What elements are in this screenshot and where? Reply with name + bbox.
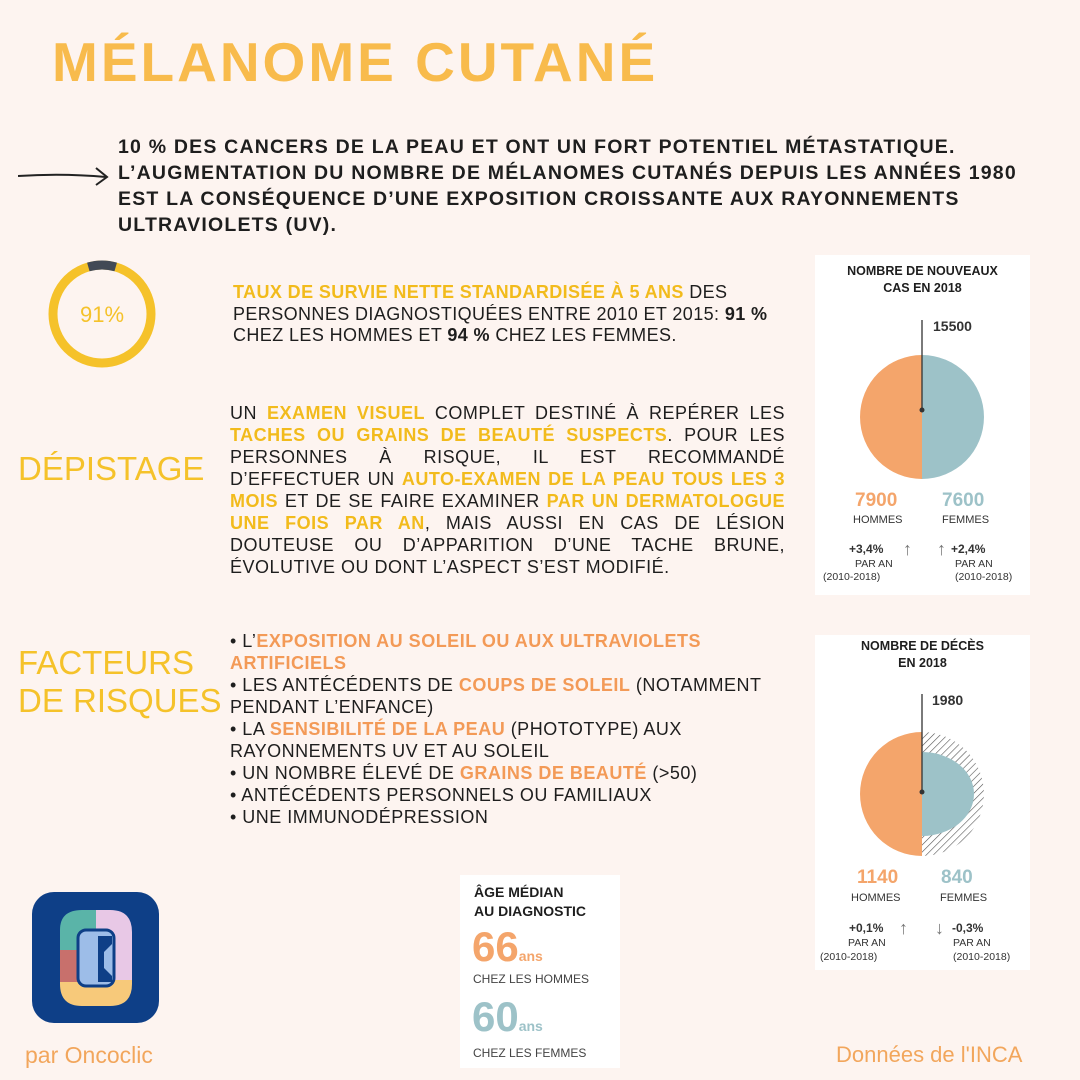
arrow-up-icon: ↑ [899,918,908,938]
age-men [472,923,543,971]
body-text: • UN NOMBRE ÉLEVÉ DE [230,763,460,783]
deaths-pie [815,690,1030,870]
arrow-up-icon: ↑ [937,539,946,559]
body-text: ET DE SE FAIRE EXAMINER [278,491,547,511]
cases-hommes-value: 7900 [855,490,898,511]
deaths-femmes-label: FEMMES [940,892,988,904]
period-label: (2010-2018) [953,951,1011,963]
arrow-up-icon: ↑ [903,539,912,559]
per-year-label: PAR AN [955,558,993,570]
age-title-line1: ÂGE MÉDIAN [474,884,564,900]
data-source: Données de l'INCA [836,1042,1023,1067]
deaths-hommes-value: 1140 [857,867,899,888]
risk-factor-item [230,718,800,762]
body-text: • ANTÉCÉDENTS PERSONNELS OU FAMILIAUX [230,785,652,805]
cases-femmes-value: 7600 [942,490,985,511]
per-year-label: PAR AN [855,558,893,570]
risk-factor-item [230,674,800,718]
page-title: MÉLANOME CUTANÉ [52,31,659,93]
age-women-label: CHEZ LES FEMMES [473,1046,587,1060]
body-text: DES PERSONNES DIAGNOSTIQUÉES ENTRE 2010 ET 2015: [233,282,728,324]
body-text: (NOTAMMENT PENDANT L’ENFANCE) [230,675,762,717]
cases-total: 15500 [933,318,972,334]
pie-slice-hommes [860,355,922,479]
deaths-hommes-trend: +0,1% [849,921,884,935]
period-label: (2010-2018) [823,571,881,583]
age-title [474,883,586,921]
new-cases-card [815,255,1030,595]
age-men-label: CHEZ LES HOMMES [473,972,590,986]
per-year-label: PAR AN [953,937,991,949]
risk-factor-item [230,784,800,806]
pie-slice-femmes [922,355,984,479]
highlight-text: EXPOSITION AU SOLEIL OU AUX ULTRAVIOLETS ARTIFICIELS [230,631,702,673]
oncoclic-logo [32,892,160,1024]
age-women-value: 60 [472,993,519,1040]
arrow-down-icon: ↓ [935,918,944,938]
deaths-femmes-value: 840 [941,867,973,888]
pie-slice-hommes [860,732,922,856]
card-title-line2: CAS EN 2018 [883,281,962,295]
body-text: CHEZ LES HOMMES ET [233,325,448,345]
body-text: UN [230,403,267,423]
risk-factor-item [230,630,800,674]
author-credit: par Oncoclic [25,1042,153,1068]
highlight-text: 94 % [447,325,490,345]
body-text: (>50) [646,763,698,783]
facteurs-title-line2: DE RISQUES [18,682,222,719]
pie-center-dot [920,790,925,795]
cases-hommes-trend: +3,4% [849,542,884,556]
age-unit: ans [518,1018,543,1034]
period-label: (2010-2018) [820,951,878,963]
card-title [815,638,1030,672]
deaths-total: 1980 [932,692,964,708]
pie-center-dot [920,408,925,413]
age-title-line2: AU DIAGNOSTIC [474,903,586,919]
highlight-text: EXAMEN VISUEL [266,403,425,423]
highlight-text: 91 % [724,303,768,324]
card-title [815,263,1030,297]
median-age-card [460,875,620,1068]
highlight-text: GRAINS DE BEAUTÉ [459,763,647,783]
body-text: , MAIS AUSSI EN CAS DE LÉSION DOUTEUSE OU D’APPARITION D’UNE TACHE BRUNE, ÉVOLUTIVE OU DONT L’ASPECT S’EST MODIFIÉ. [230,513,785,577]
survival-text [233,282,793,347]
body-text: • UNE IMMUNODÉPRESSION [230,807,489,827]
deaths-femmes-trend: -0,3% [952,921,984,935]
card-title-line1: NOMBRE DE NOUVEAUX [847,264,998,278]
body-text: COMPLET DESTINÉ À REPÉRER LES [424,403,785,423]
survival-ring [46,258,158,370]
cases-femmes-label: FEMMES [942,514,990,526]
body-text: • LES ANTÉCÉDENTS DE [230,675,459,695]
highlight-text: TACHES OU GRAINS DE BEAUTÉ SUSPECTS [230,425,668,445]
intro-text: 10 % DES CANCERS DE LA PEAU ET ONT UN FORT POTENTIEL MÉTASTATIQUE. L’AUGMENTATION DU NOMBRE DE MÉLANOMES CUTANÉS DEPUIS LES ANNÉES 1980 EST LA CONSÉQUENCE D’UNE EXPOSITION CROISSANTE AUX RAYONNEMENTS ULTRAVIOLETS (UV). [118,136,1017,236]
highlight-text: PAR UN DERMATOLOGUE UNE FOIS PAR AN [230,491,785,533]
highlight-text: TAUX DE SURVIE NETTE STANDARDISÉE À 5 ANS [233,282,684,302]
card-title-line2: EN 2018 [898,656,947,670]
survival-percent: 91% [79,302,125,327]
card-title-line1: NOMBRE DE DÉCÈS [861,639,984,653]
cases-femmes-trend: +2,4% [951,542,986,556]
depistage-text [230,402,785,578]
body-text: • L’ [230,631,257,651]
new-cases-pie [815,315,1030,480]
risk-factor-item [230,806,800,828]
facteurs-title-line1: FACTEURS [18,644,195,681]
depistage-title: DÉPISTAGE [18,450,205,487]
per-year-label: PAR AN [848,937,886,949]
age-unit: ans [518,948,543,964]
highlight-text: AUTO-EXAMEN DE LA PEAU TOUS LES 3 MOIS [230,469,786,511]
period-label: (2010-2018) [955,571,1013,583]
body-text: (PHOTOTYPE) AUX RAYONNEMENTS UV ET AU SOLEIL [230,719,682,761]
age-men-value: 66 [472,923,519,970]
highlight-text: COUPS DE SOLEIL [458,675,631,695]
facteurs-title [18,644,222,720]
risk-factor-item [230,762,800,784]
body-text: • LA [230,719,270,739]
body-text: CHEZ LES FEMMES. [489,325,677,345]
deaths-hommes-label: HOMMES [851,892,901,904]
risk-factor-list [230,630,800,828]
highlight-text: SENSIBILITÉ DE LA PEAU [269,719,506,739]
age-women [472,993,543,1041]
deaths-card [815,635,1030,970]
body-text: . POUR LES PERSONNES À RISQUE, IL EST RECOMMANDÉ D’EFFECTUER UN [230,425,786,489]
cases-hommes-label: HOMMES [853,514,903,526]
arrow-right-icon [18,164,110,188]
